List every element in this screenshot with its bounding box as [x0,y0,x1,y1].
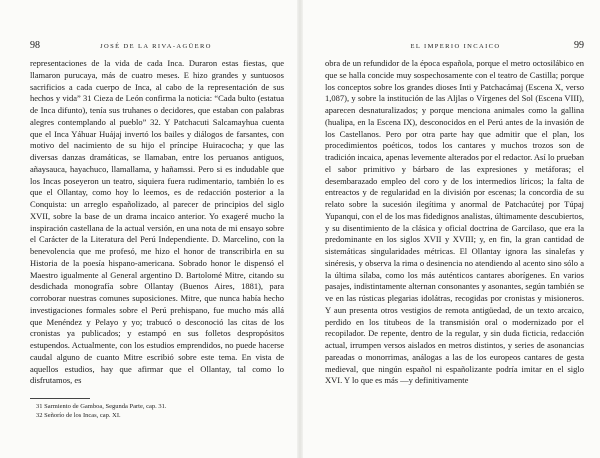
footnote-rule [30,398,90,399]
left-page-header [30,40,284,54]
footnotes [30,398,284,420]
right-page [303,0,600,458]
body-text [325,58,584,387]
running-head: JOSÉ DE LA RIVA-AGÜERO [100,43,212,50]
footnote: 32 Señorío de los Incas, cap. XI. [36,412,121,419]
paragraph: obra de un refundidor de la época española, porque el metro octosilábico en que se halla concide muy sospechosamente con el teatro de Castilla; porque los conceptos sobre los grandes dioses Inti y Patchacámaj (Escena X, verso 1,087), y sobre la institución de las Aljlas o Vírgenes del Sol (Escena VIII), aparecen desnaturalizados; y porque menciona animales como la gallina (hualipa, en la Escena IX), desconocidos en el Perú antes de la invasión de los Castellanos. Pero por otra parte hay que admitir que el plan, los procedimientos poéticos, todos los cantares y muchos trozos son de tradición incaica, apenas levemente alterados por el redactor. Así lo prueban el sabor primitivo y bárbaro de las expresiones y metáforas; el desembarazado empleo del coro y de los intermedios líricos; la falta de entreactos y de regularidad en la división por escenas; la concordia de su relato sobre la sucesión ilegítima y anormal de Patchacútej por Túpaj Yupanqui, con el de los mas fidedignos analistas, últimamente descubiertos, y su disentimiento de la clásica y oficial doctrina de Garcilaso, que era la predominante en los siglos XVII y XVIII; y, en fin, la gran cantidad de sistemáticas singularidades métricas. El Ollantay ignora las sinalefas y sinéresis, y observa la rima o desinencia no atendiendo al acento sino sólo a la última sílaba, como los más auténticos cantares aborígenes. En varios pasajes, indistintamente alternan consonantes y asonantes, según también se ve en las rústicas plegarias idolátras, recogidas por cronistas y misioneros. Y aun presenta otros vestigios de remota antigüedad, de un texto arcaico, perdido en los titubeos de la transmisión oral o modernizado por el recopilador. De repente, dentro de la regular, y sin duda ficticia, redacción actual, irrumpen versos aislados en metros distintos, y series de asonancias pareadas o monorrimas, análogas a las de los europeos cantares de gesta medieval, que ningún español ni españolizante podría imitar en el siglo XVI. Y lo que es más —y definitivamente [325,58,584,386]
running-head: EL IMPERIO INCAICO [410,43,501,50]
page-number: 98 [30,40,40,51]
footnote: 31 Sarmiento de Gamboa, Segunda Parte, cap. 31. [36,403,167,410]
left-page [0,0,298,458]
paragraph: representaciones de la vida de cada Inca. Duraron estas fiestas, que llamaron purucaya, más de cuatro meses. E hizo grandes y suntuosos sacrificios a cada cuerpo de Inca, al cabo de la representación de sus hechos y vida” 31 Cieza de León confirma la noticia: “Cada bulto (estatua de Inca difunto), tenía sus truhanes o decidores, que estaban con palabras alegres contemplando al pueblo” 32. Y Patchacuti Salcamayhua cuenta que el Inca Yáhuar Huájaj invertó los bailes y diálogos de farsantes, con motivo del nacimiento de su hijo el príncipe Huiracocha; y que las diversas danzas dramáticas, se llamaban, entre los peruanos antiguos, añaysauca, hayachuco, llamallama, y hañamssi. Pero si es indudable que los Incas poseyeron un teatro, siquiera fuera rudimentario, también lo es que el Ollantay, como hoy lo leemos, es de redacción posterior a la Conquista: un arreglo españolizado, al parecer de principios del siglo XVII, sobre la base de un drama incaico anterior. Yo exageré mucho la inspiración castellana de la actual versión, en una nota de mi ensayo sobre el Carácter de la Literatura del Perú Independiente. D. Marcelino, con la benevolencia que me profesó, me hizo el honor de transcribirla en su Historia de la poesía hispano-americana. Sobrado honor le dispensó el Maestro igualmente al General argentino D. Bartolomé Mitre, citando su desdichada monografía sobre Ollantay (Buenos Aires, 1881), para corroborar nuestras comunes suposiciones. Mitre, que nunca había hecho investigaciones formales sobre el Perú prehispano, fue mucho más allá que Menéndez y Pelayo y yo; trabucó o desconoció las citas de los cronistas ya publicados; y estampó en sus folletos despropósitos estupendos. Actualmente, con los estudios emprendidos, no puede hacerse caudal alguno de cuanto Mitre escribió sobre este tema. En vista de aquellos estudios, hay que afirmar que el Ollantay, tal como lo disfrutamos, es [30,58,284,386]
right-page-header [325,40,584,54]
body-text [30,58,284,387]
page-number: 99 [574,40,584,51]
